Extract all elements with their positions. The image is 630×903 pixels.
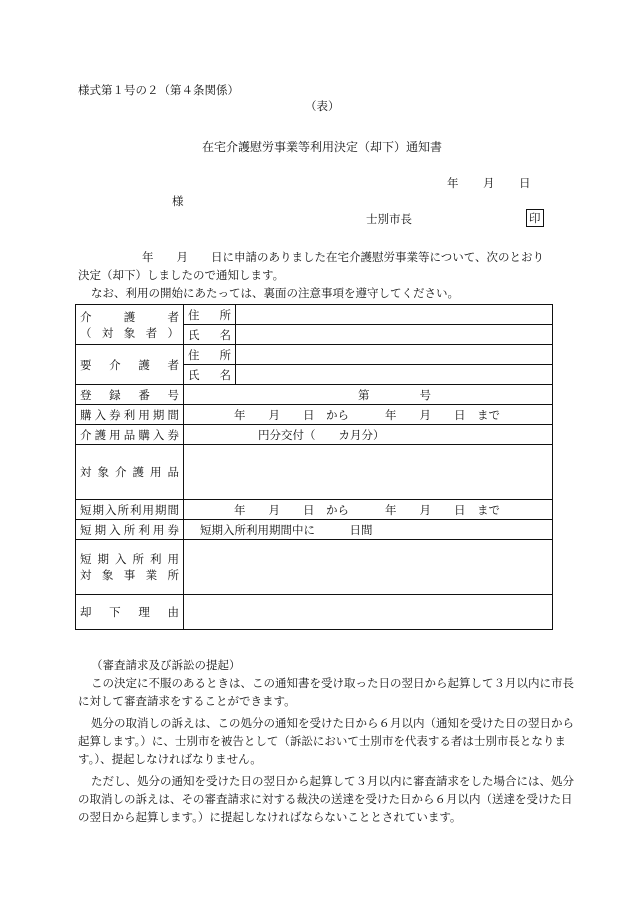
side-label: （表） [305,99,340,113]
short-stay-period-label: 短期入所利用期間 [76,500,184,520]
appeal-line-8: の翌日から起算します。）に提起しなければならないこととされています。 [78,810,462,824]
notification-table [75,304,553,630]
registration-no-field[interactable]: 第 号 [184,385,553,405]
appeal-line-5: す。）、提起しなければなりません。 [78,752,262,766]
caregiver-address-field[interactable] [236,305,553,325]
target-goods-label: 対象介護用品 [76,445,184,500]
caregiver-label: 介護者 （対象者） [76,305,184,345]
appeal-line-4: 起算します。）に、士別市を被告として（訴訟において士別市を代表する者は士別市長となりま [78,734,566,748]
form-number: 様式第１号の２（第４条関係） [78,83,239,97]
recipient-suffix: 様 [172,194,184,208]
short-stay-period-field[interactable]: 年 月 日 から 年 月 日 まで [184,500,553,520]
appeal-heading: （審査請求及び訴訟の提起） [91,658,241,672]
appeal-line-7: の取消しの訴えは、その審査請求に対する裁決の送達を受けた日から６月以内（送達を受けた日 [78,792,573,806]
date-year: 年 [447,176,459,190]
appeal-line-1: この決定に不服のあるときは、この通知書を受け取った日の翌日から起算して３月以内に市長 [91,676,574,690]
short-stay-voucher-label: 短期入所利用券 [76,520,184,540]
date-day: 日 [519,176,531,190]
short-stay-office-label: 短期入所利用 対象事業所 [76,540,184,595]
short-stay-voucher-field[interactable]: 短期入所利用期間中に 日間 [184,520,553,540]
rejection-reason-label: 却下理由 [76,595,184,630]
caregiver-name-label: 氏名 [184,325,236,345]
seal-mark: 印 [526,209,544,227]
caregiver-address-label: 住所 [184,305,236,325]
care-goods-voucher-label: 介護用品購入券 [76,425,184,445]
registration-no-label: 登録番号 [76,385,184,405]
body-line-1: 年 月 日に申請のありました在宅介護慰労事業等について、次のとおり [142,250,545,264]
body-line-3: なお、利用の開始にあたっては、裏面の注意事項を遵守してください。 [91,286,459,300]
appeal-line-2: に対して審査請求をすることができます。 [78,694,296,708]
appeal-line-3: 処分の取消しの訴えは、この処分の通知を受けた日から６月以内（通知を受けた日の翌日から [91,716,574,730]
recipient-address-label: 住所 [184,345,236,365]
recipient-name-field[interactable] [236,365,553,385]
caregiver-name-field[interactable] [236,325,553,345]
page-title: 在宅介護慰労事業等利用決定（却下）通知書 [202,140,443,154]
voucher-period-field[interactable]: 年 月 日 から 年 月 日 まで [184,405,553,425]
rejection-reason-field[interactable] [184,595,553,630]
appeal-line-6: ただし、処分の通知を受けた日の翌日から起算して３月以内に審査請求をした場合には、処分 [91,774,574,788]
care-recipient-label: 要介護者 [76,345,184,385]
recipient-address-field[interactable] [236,345,553,365]
target-goods-field[interactable] [184,445,553,500]
date-month: 月 [483,176,495,190]
body-line-2: 決定（却下）しましたので通知します。 [78,268,285,282]
issuer: 士別市長 [366,212,412,226]
care-goods-voucher-field[interactable]: 円分交付（ カ月分） [184,425,553,445]
short-stay-office-field[interactable] [184,540,553,595]
voucher-period-label: 購入券利用期間 [76,405,184,425]
recipient-name-label: 氏名 [184,365,236,385]
